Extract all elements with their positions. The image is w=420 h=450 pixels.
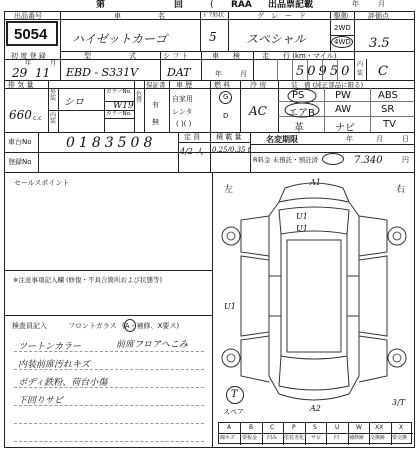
name-label-2: 名	[158, 12, 165, 20]
shift-value: DAT	[167, 66, 191, 79]
note-line-3: ボディ鉄粉、荷台小傷	[18, 378, 108, 388]
interior-label: 内	[357, 61, 364, 68]
diagram-right: 右	[396, 185, 406, 195]
equip-pw: PW	[335, 90, 351, 101]
lot-number-box	[6, 21, 58, 46]
insp-month: 月	[240, 70, 247, 78]
fuel-label: 燃 料	[214, 81, 231, 89]
spare-tire-mark: T	[231, 389, 238, 400]
title-paren: (	[210, 0, 214, 10]
month-unit: 月	[50, 60, 57, 67]
ac-value: AC	[249, 104, 267, 118]
mark-u1-c: U1	[224, 302, 236, 311]
lot-label: 出品番号	[14, 12, 42, 20]
glass-options: (A・補修、X要ス)	[122, 322, 180, 330]
shift-label: シ フ ト	[163, 52, 189, 60]
use-rental: レンタ	[172, 108, 193, 116]
mark-u1-b: U1	[296, 224, 308, 233]
expiry-year: 年	[346, 135, 353, 143]
warranty-yes: 有	[152, 101, 159, 109]
drive-4wd: 4WD	[334, 38, 351, 46]
legend-code-a: A	[227, 424, 232, 431]
interior-score: C	[378, 64, 388, 79]
disp-value: 660	[9, 108, 32, 122]
legend-code-x: X	[399, 424, 404, 431]
capacity-label: 定 員	[184, 133, 201, 141]
equip-abs: ABS	[378, 90, 398, 101]
note-line-1: ツートンカラー	[18, 342, 82, 352]
recycle-label: R料金 未預託・預託済	[253, 156, 319, 164]
door-label: ﾄﾞｱ形状	[203, 12, 225, 19]
legend-code-b: B	[249, 424, 254, 431]
left-front-fender	[241, 216, 269, 256]
load-label: 積 載 量	[216, 133, 242, 141]
grade-value: スペシャル	[246, 32, 306, 46]
expiry-month: 月	[376, 135, 383, 143]
glass-label: フロントガラス	[68, 322, 117, 330]
color-no-label-2: カラーNo.	[106, 111, 132, 117]
legend-meaning-a: 線キズ	[220, 435, 235, 441]
type-label-2: 式	[129, 52, 136, 60]
equip-label: 装 備 (純正部品に限る)	[291, 81, 364, 89]
warranty-label: 保証書	[146, 81, 166, 89]
drive-2wd: 2WD	[334, 24, 351, 32]
legend-meaning-s: サビ	[311, 435, 322, 441]
windshield	[279, 207, 349, 234]
warranty-none: 無	[152, 118, 159, 126]
legend-code-u: U	[335, 424, 340, 431]
score-label: 評価点	[368, 12, 389, 20]
corner-mark: 3/T	[392, 398, 406, 407]
page-title: 出品票記載	[268, 0, 314, 10]
legend-code-c: C	[270, 424, 275, 431]
legend-code-p: P	[292, 424, 296, 431]
first-reg-label: 初 度 登 録	[11, 52, 46, 60]
left-rear-fender	[241, 336, 269, 382]
legend-code-w: W	[356, 424, 362, 431]
mileage-value: 50950	[296, 64, 353, 79]
doors-value: 5	[209, 30, 217, 44]
rear-window	[279, 356, 349, 390]
note-right: 前席フロアへこみ	[116, 340, 188, 350]
color-no-value: W19	[113, 101, 134, 111]
fuel-d: D	[223, 112, 229, 120]
mark-a2: A2	[310, 404, 321, 413]
note-line-4: 下回りサビ	[18, 396, 64, 406]
notice-label: ※注意事項記入欄 (修復・不具合箇所および状態等)	[13, 276, 163, 284]
title-left: 第	[96, 0, 106, 10]
mileage-label: 走 行 (km・マイル)	[262, 52, 337, 60]
equip-ps: PS	[292, 90, 305, 101]
score-value: 3.5	[369, 36, 390, 51]
lot-number: 5054	[14, 26, 48, 43]
legend-code-xx: XX	[375, 424, 384, 431]
interior-label-2: 装	[357, 70, 364, 77]
equip-navi: ナビ	[335, 123, 355, 134]
ac-label: 冷 房	[250, 81, 267, 89]
recycle-unit: 円	[402, 156, 409, 164]
equip-airbag: エアB	[288, 108, 315, 119]
roof-panel	[287, 240, 341, 352]
fuel-g: G	[223, 93, 229, 101]
spare-label: スペア	[223, 408, 244, 416]
vehicle-name: ハイゼットカーゴ	[72, 32, 168, 46]
mark-a1: A1	[310, 178, 321, 187]
load-value: 0.25/0.35 t	[212, 146, 251, 154]
legend-meaning-xx: 交換跡	[370, 435, 386, 441]
inspection-label: 車 検	[212, 52, 240, 60]
equip-tv: TV	[383, 119, 396, 130]
recycle-circle	[322, 153, 344, 165]
legend-meaning-w: 補修跡	[349, 435, 365, 441]
title-code: RAA	[231, 0, 252, 10]
recolor-label: 色替	[136, 91, 143, 104]
legend-meaning-u: 凹	[334, 435, 340, 441]
chassis-label: 車台No	[8, 138, 32, 146]
color-no-label: カラーNo.	[106, 89, 132, 95]
equip-aw: AW	[335, 104, 352, 115]
name-label: 車	[114, 12, 121, 20]
equip-leather: 革	[294, 123, 304, 134]
right-side	[359, 256, 387, 336]
type-label: 型	[84, 52, 91, 60]
glass-a-circle	[124, 319, 136, 332]
legend-meaning-x: 要交換	[392, 435, 408, 441]
legend-meaning-b: 要板金	[242, 435, 258, 441]
title-year: 年	[352, 0, 359, 8]
expiry-day: 日	[402, 135, 409, 143]
inspector-label: 検査員記入	[12, 322, 47, 330]
color-value: シロ	[64, 97, 84, 108]
equip-sr: SR	[381, 104, 395, 115]
use-private: 自家用	[172, 95, 193, 103]
first-reg-year: 29	[12, 66, 28, 80]
chassis-number: 0183508	[66, 135, 157, 151]
right-front-fender	[359, 216, 387, 256]
legend-table	[218, 422, 412, 444]
recycle-amount: 7.340	[354, 155, 383, 166]
title-month: 月	[378, 0, 385, 8]
use-label: 車 歴	[176, 81, 193, 89]
reg-no-label: 登録No	[8, 158, 32, 166]
grade-label: グ レ ー ド	[257, 12, 306, 20]
title-mid: 回	[174, 0, 184, 10]
disp-label: 排 気 量	[8, 81, 34, 89]
legend-code-s: S	[313, 424, 317, 431]
diagram-left: 左	[224, 185, 234, 195]
left-side	[241, 256, 269, 336]
equip-circle-mark	[282, 88, 326, 118]
drive-label: 駆動	[334, 12, 348, 20]
sales-point-label: セールスポイント	[14, 179, 70, 187]
mark-u1-a: U1	[296, 212, 308, 221]
right-rear-fender	[359, 336, 387, 382]
car-diagram	[215, 176, 413, 412]
disp-unit: c.c	[33, 115, 42, 122]
year-unit: 年	[25, 60, 32, 67]
capacity-value: 4/2 人	[180, 147, 204, 156]
ext-label: 外装	[50, 89, 57, 102]
legend-meaning-c: 凹み	[267, 435, 278, 441]
model-code: EBD - S331V	[66, 66, 139, 79]
expiry-label: 名変期限	[266, 135, 298, 144]
first-reg-month: 11	[35, 66, 51, 80]
note-line-2: 内装前席汚れキズ	[18, 360, 90, 370]
insp-year: 年	[215, 70, 222, 78]
int-label: 内装	[50, 112, 57, 125]
legend-meaning-p: 塗装劣化	[284, 435, 305, 441]
